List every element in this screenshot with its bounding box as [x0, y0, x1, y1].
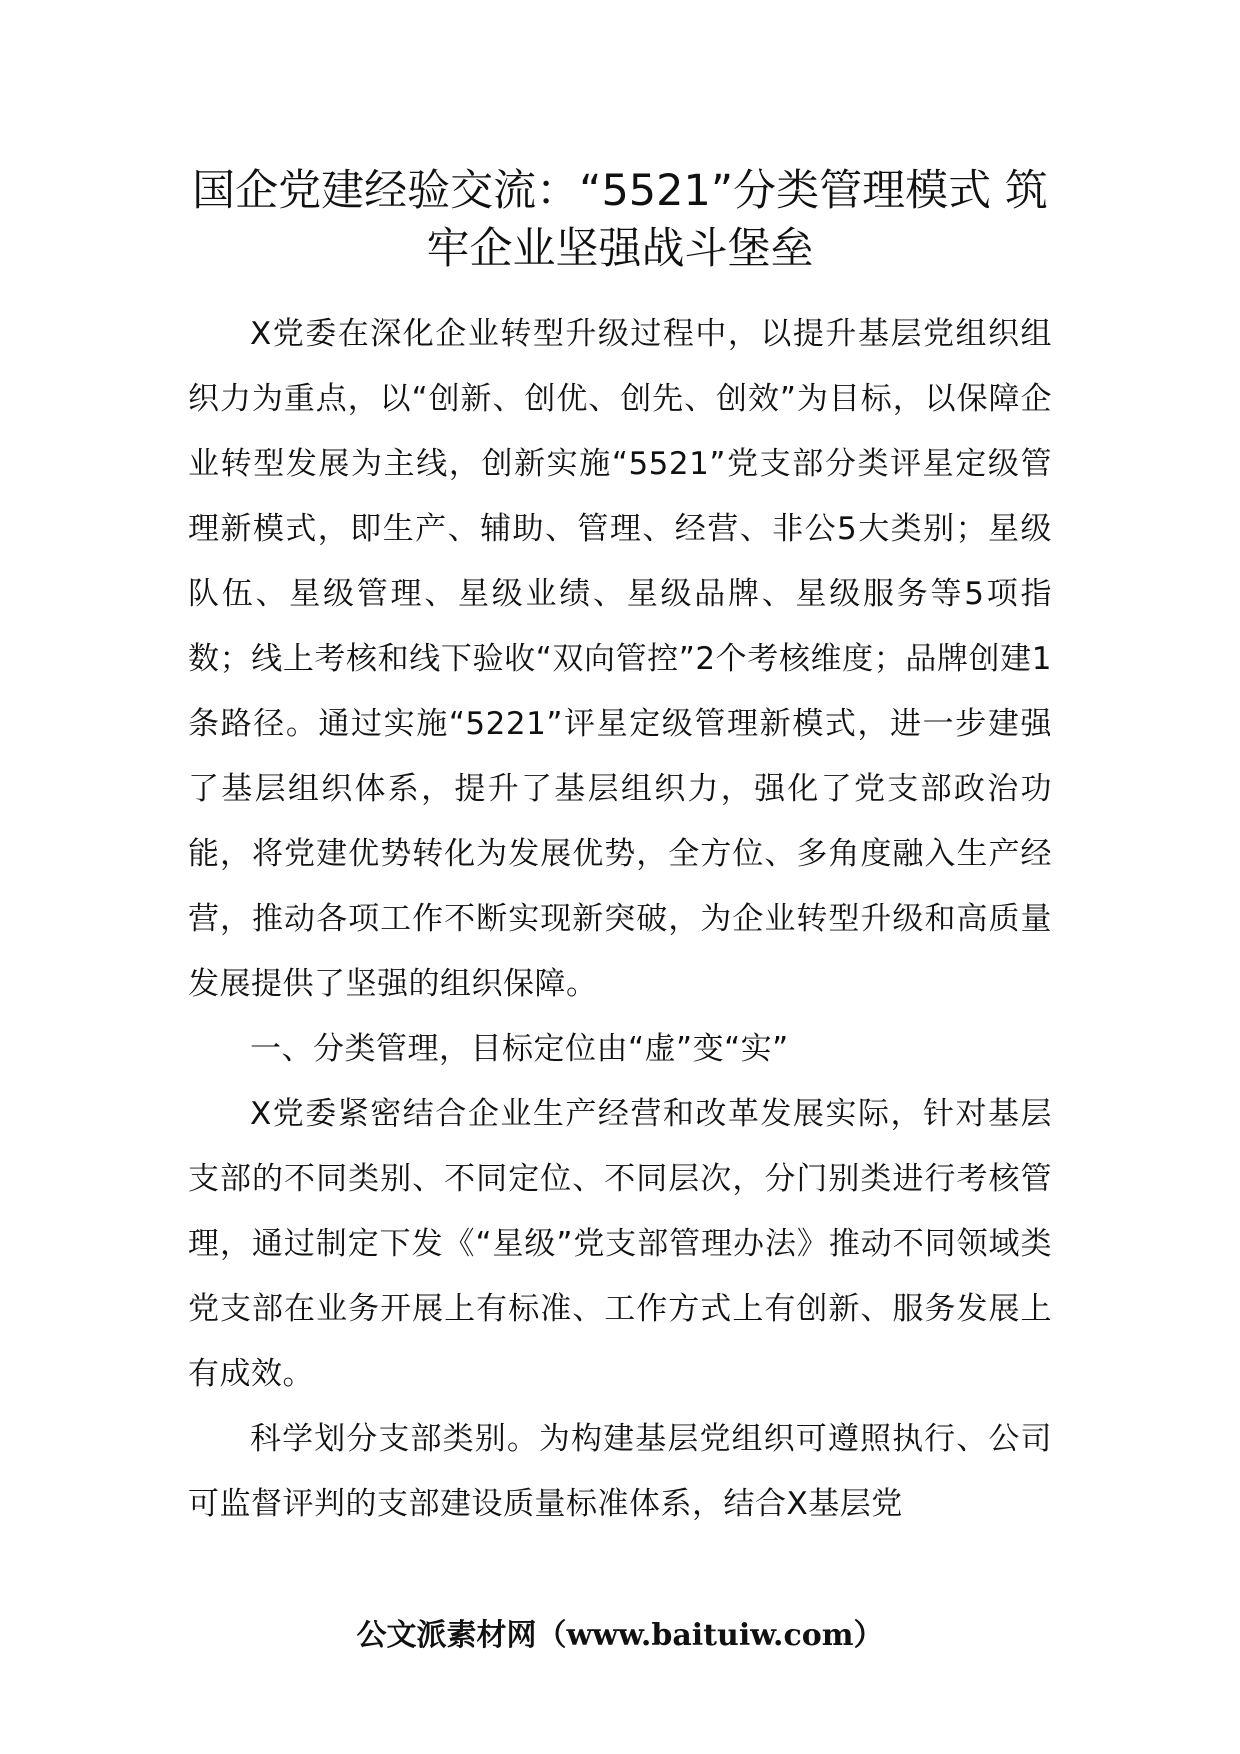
section-heading-1: 一、分类管理，目标定位由“虚”变“实” — [250, 1031, 789, 1067]
footer-watermark: 公文派素材网（www.baituiw.com） — [356, 1618, 884, 1653]
document-title: 国企党建经验交流：“5521”分类管理模式 筑牢企业坚强战斗堡垒 — [192, 166, 1048, 274]
paragraph-intro: X党委在深化企业转型升级过程中，以提升基层党组织组织力为重点，以“创新、创优、创先、创效”为目标，以保障企业转型发展为主线，创新实施“5521”党支部分类评星定级管理新模式，即生产、辅助、管理、经营、非公5大类别；星级队伍、星级管理、星级业绩、星级品牌、星级服务等5项指数；线上考核和线下验收“双向管控”2个考核维度；品牌创建1条路径。通过实施“5221”评星定级管理新模式，进一步建强了基层组织体系，提升了基层组织力，强化了党支部政治功能，将党建优势转化为发展优势，全方位、多角度融入生产经营，推动各项工作不断实现新突破，为企业转型升级和高质量发展提供了坚强的组织保障。 — [188, 316, 1052, 1002]
paragraph-section-1: X党委紧密结合企业生产经营和改革发展实际，针对基层支部的不同类别、不同定位、不同层次，分门别类进行考核管理，通过制定下发《“星级”党支部管理办法》推动不同领域类党支部在业务开展上有标准、工作方式上有创新、服务发展上有成效。 — [188, 1096, 1052, 1392]
paragraph-classification: 科学划分支部类别。为构建基层党组织可遵照执行、公司可监督评判的支部建设质量标准体系，结合X基层党 — [188, 1421, 1052, 1522]
document-body — [188, 302, 1052, 1537]
